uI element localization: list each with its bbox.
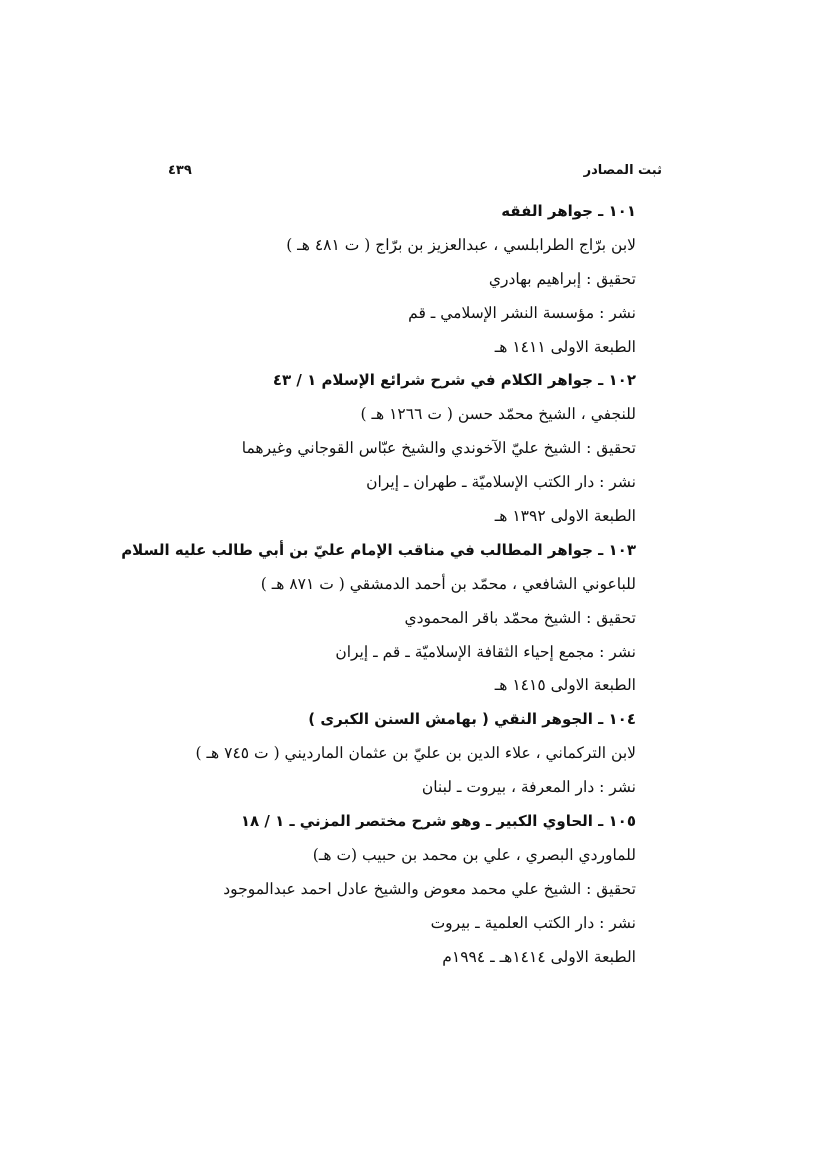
entry-title: ١٠٤ ـ الجوهر النقي ( بهامش السنن الكبرى ) <box>308 710 636 729</box>
entry-author: للنجفي ، الشيخ محمّد حسن ( ت ١٢٦٦ هـ ) <box>360 405 636 424</box>
entry-title: ١٠٥ ـ الحاوي الكبير ـ وهو شرح مختصر المزني ـ ١ / ١٨ <box>240 812 636 831</box>
entry-edition: الطبعة الاولى ١٤١١ هـ <box>494 337 636 356</box>
entry-author: للباعوني الشافعي ، محمّد بن أحمد الدمشقي ( ت ٨٧١ هـ ) <box>260 574 636 593</box>
entry-title: ١٠٢ ـ جواهر الكلام في شرح شرائع الإسلام ١ / ٤٣ <box>272 371 636 390</box>
entry-author: للماوردي البصري ، علي بن محمد بن حبيب (ت هـ) <box>312 845 636 864</box>
entry-author: لابن التركماني ، علاء الدين بن عليّ بن عثمان المارديني ( ت ٧٤٥ هـ ) <box>195 744 636 763</box>
bibliography-entry <box>196 703 636 805</box>
entry-publisher: نشر : دار الكتب العلمية ـ بيروت <box>430 913 636 932</box>
entry-author: لابن برّاج الطرابلسي ، عبدالعزيز بن برّاج ( ت ٤٨١ هـ ) <box>286 235 636 254</box>
page-number: ٤٣٩ <box>168 162 192 178</box>
entry-publisher: نشر : دار المعرفة ، بيروت ـ لبنان <box>421 778 636 797</box>
bibliography-entry <box>196 364 636 533</box>
entry-title: ١٠٣ ـ جواهر المطالب في مناقب الإمام عليّ بن أبي طالب عليه السلام <box>121 540 636 559</box>
entry-editor: تحقيق : إبراهيم بهادري <box>488 269 636 288</box>
entry-editor: تحقيق : الشيخ محمّد باقر المحمودي <box>404 608 636 627</box>
bibliography-entry <box>121 534 636 703</box>
entry-edition: الطبعة الاولى ١٣٩٢ هـ <box>494 507 636 526</box>
bibliography-entry <box>196 805 636 974</box>
running-title: ثبت المصادر <box>583 162 662 178</box>
bibliography-list <box>121 195 636 974</box>
entry-editor: تحقيق : الشيخ علي محمد معوض والشيخ عادل احمد عبدالموجود <box>223 879 636 898</box>
page-header <box>168 156 662 184</box>
entry-edition: الطبعة الاولى ١٤١٤هـ ـ ١٩٩٤م <box>442 947 636 966</box>
entry-edition: الطبعة الاولى ١٤١٥ هـ <box>494 676 636 695</box>
entry-title: ١٠١ ـ جواهر الفقه <box>501 202 636 220</box>
entry-publisher: نشر : مؤسسة النشر الإسلامي ـ قم <box>408 303 636 322</box>
entry-publisher: نشر : مجمع إحياء الثقافة الإسلاميّة ـ قم ـ إيران <box>335 642 636 661</box>
entry-editor: تحقيق : الشيخ عليّ الآخوندي والشيخ عبّاس القوجاني وغيرهما <box>241 439 636 458</box>
bibliography-entry <box>196 195 636 364</box>
entry-publisher: نشر : دار الكتب الإسلاميّة ـ طهران ـ إيران <box>366 473 636 492</box>
